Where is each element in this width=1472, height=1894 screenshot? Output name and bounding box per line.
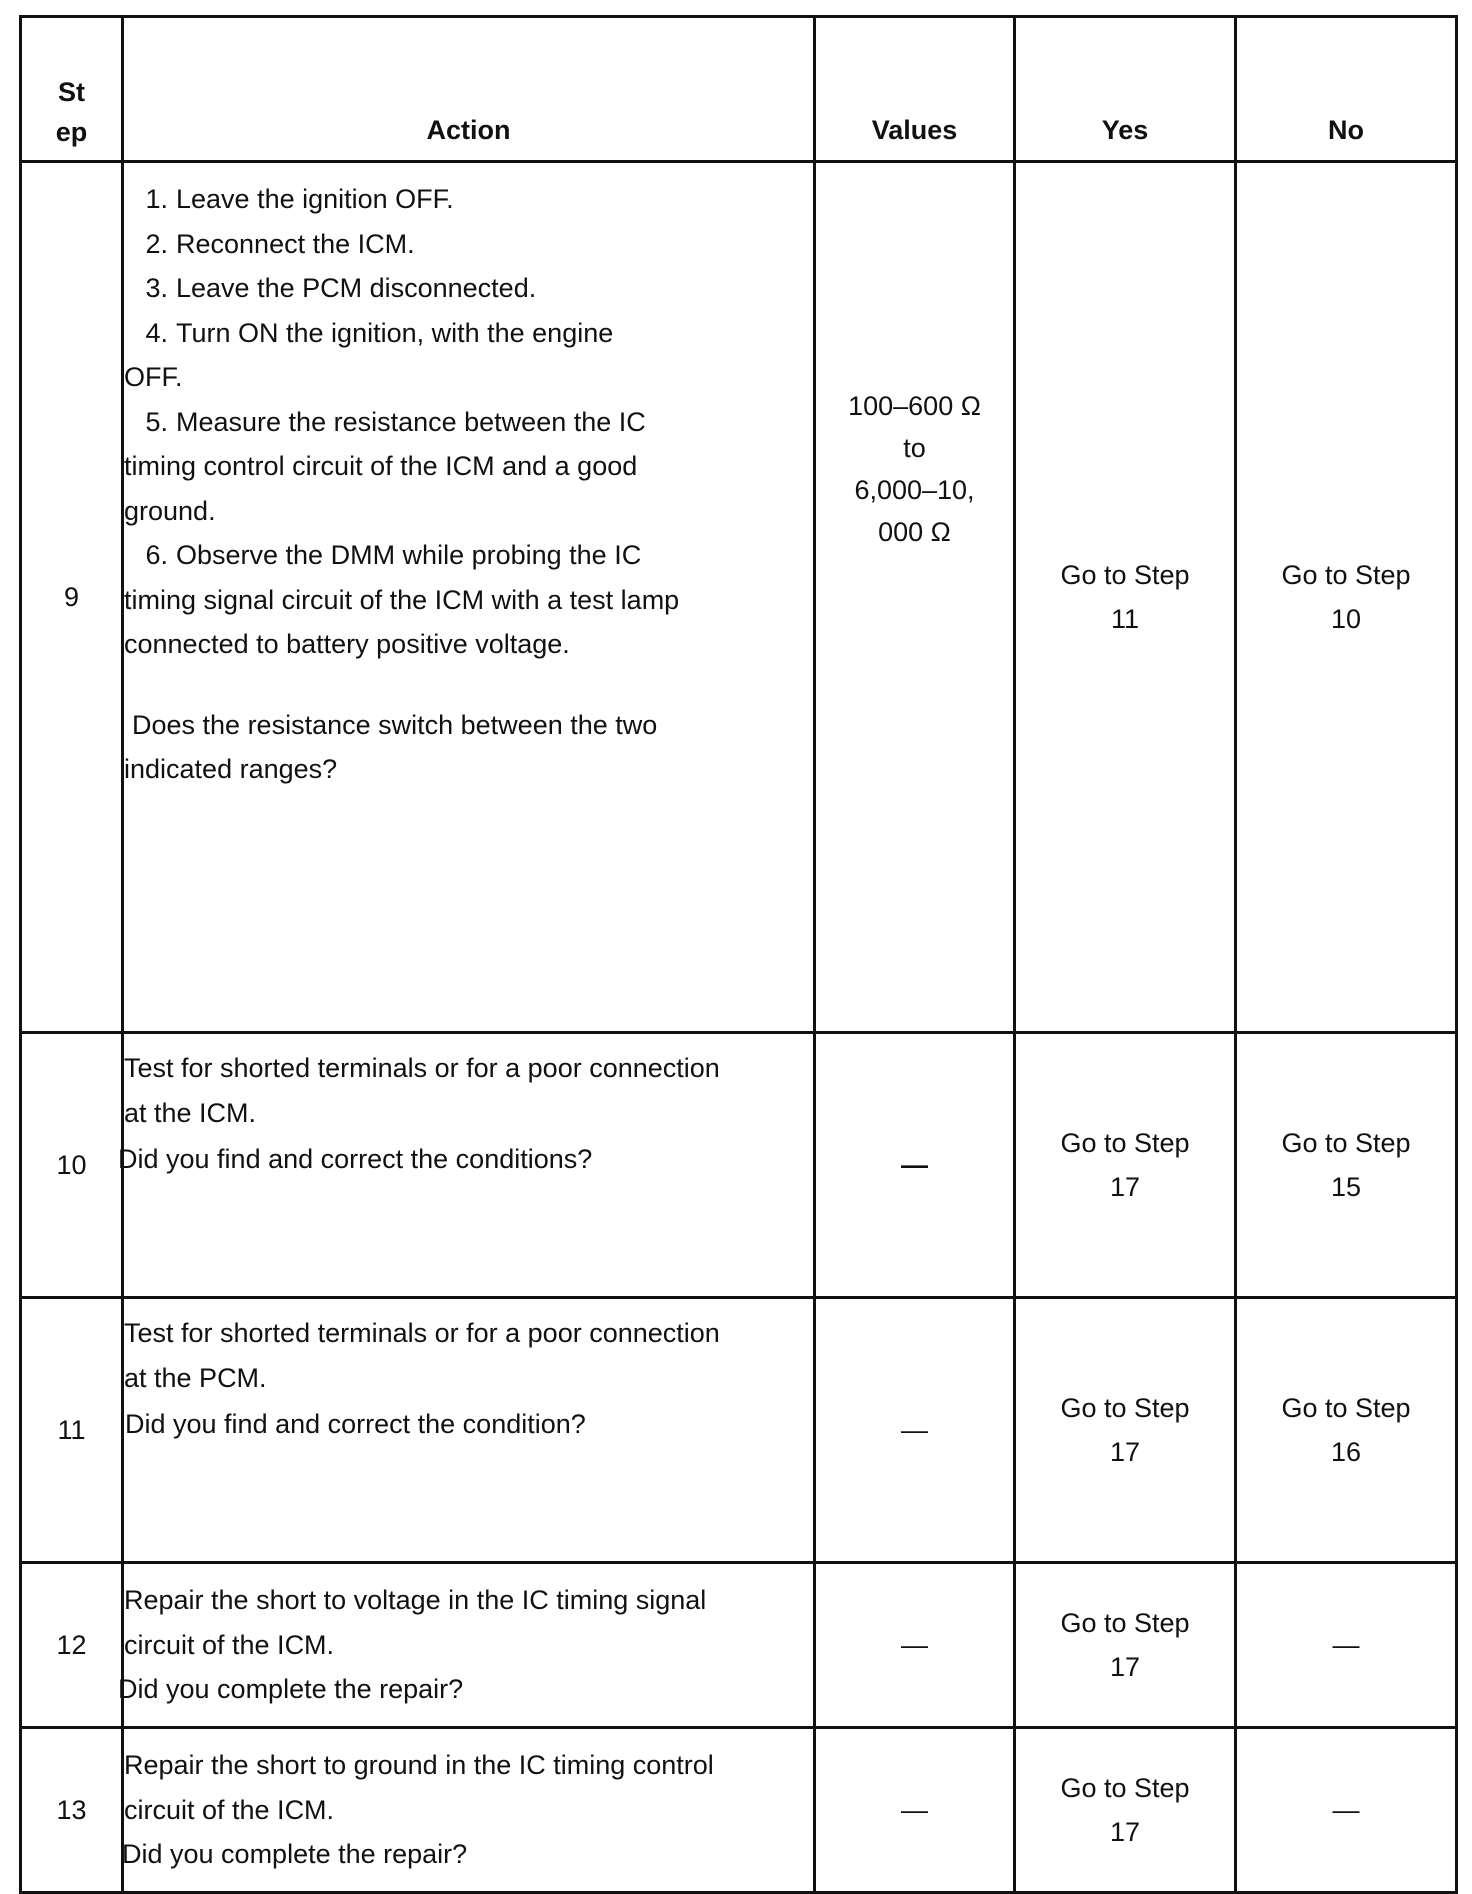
header-no: No	[1236, 17, 1457, 162]
action-line: at the ICM.	[124, 1097, 257, 1128]
no-step-number: 16	[1330, 1437, 1362, 1467]
action-step-continuation: timing control circuit of the ICM and a good	[124, 451, 638, 481]
header-yes: Yes	[1015, 17, 1236, 162]
yes-label: Go to Step	[1060, 1772, 1190, 1803]
value-dash: —	[901, 1149, 928, 1180]
value-dash: —	[901, 1629, 928, 1660]
values-cell	[815, 162, 1015, 1033]
action-step-item: 5. Measure the resistance between the IC	[145, 406, 646, 437]
value-line: 6,000–10,	[854, 475, 975, 505]
table-row-step-13	[21, 1728, 1457, 1893]
action-line: Repair the short to ground in the IC timing control	[124, 1750, 714, 1781]
question-line: Does the resistance switch between the two	[132, 709, 658, 740]
question-line: Did you complete the repair?	[118, 1674, 464, 1705]
action-cell	[123, 162, 815, 1033]
action-cell	[123, 1298, 815, 1563]
header-values: Values	[815, 17, 1015, 162]
table-row-step-12	[21, 1563, 1457, 1728]
step-number: 10	[21, 1033, 123, 1298]
action-step-continuation: OFF.	[124, 362, 183, 392]
step-number: 12	[21, 1563, 123, 1728]
action-cell	[123, 1728, 815, 1893]
values-cell	[815, 1563, 1015, 1728]
header-step-line2: ep	[55, 117, 88, 147]
action-step-item: 3. Leave the PCM disconnected.	[145, 273, 537, 303]
table-row-step-10	[21, 1033, 1457, 1298]
no-dash: —	[1332, 1629, 1360, 1660]
yes-step-number: 11	[1110, 604, 1140, 634]
header-step-line1: St	[58, 77, 85, 107]
action-line: Test for shorted terminals or for a poor connection	[124, 1318, 720, 1348]
no-dash: —	[1332, 1794, 1360, 1825]
step-number: 11	[21, 1298, 123, 1563]
yes-step-number: 17	[1109, 1652, 1141, 1682]
yes-label: Go to Step	[1060, 1392, 1190, 1423]
yes-step-number: 17	[1109, 1437, 1141, 1467]
values-cell	[815, 1728, 1015, 1893]
diagnostic-table	[19, 15, 1458, 1894]
no-label: Go to Step	[1281, 1127, 1411, 1158]
action-line: circuit of the ICM.	[124, 1794, 335, 1825]
spacer	[124, 667, 813, 703]
question-line: Did you find and correct the condition?	[125, 1409, 586, 1439]
action-steps-list	[124, 177, 813, 667]
yes-cell	[1015, 1033, 1236, 1298]
question-line: Did you complete the repair?	[122, 1839, 468, 1870]
action-step-item: 1. Leave the ignition OFF.	[145, 184, 454, 214]
question-line: Did you find and correct the conditions?	[118, 1144, 593, 1174]
action-line: at the PCM.	[124, 1362, 267, 1393]
step-number: 9	[21, 162, 123, 1033]
no-cell	[1236, 162, 1457, 1033]
action-step-continuation: timing signal circuit of the ICM with a test lamp	[124, 584, 680, 615]
action-step-continuation: ground.	[124, 495, 216, 526]
no-step-number: 15	[1330, 1172, 1362, 1202]
action-step-continuation: connected to battery positive voltage.	[124, 629, 570, 659]
value-dash: —	[901, 1794, 928, 1825]
table-row-step-9	[21, 162, 1457, 1033]
value-line: 100–600 Ω	[848, 391, 981, 421]
yes-label: Go to Step	[1060, 1607, 1190, 1638]
yes-step-number: 17	[1109, 1172, 1141, 1202]
yes-step-number: 17	[1109, 1817, 1141, 1847]
value-line: 000 Ω	[878, 517, 951, 547]
value-line: to	[903, 433, 926, 463]
yes-label: Go to Step	[1060, 1127, 1190, 1158]
no-label: Go to Step	[1281, 559, 1411, 590]
value-dash: —	[901, 1414, 928, 1445]
step-number: 13	[21, 1728, 123, 1893]
action-step-item: 6. Observe the DMM while probing the IC	[145, 540, 642, 570]
yes-cell	[1015, 1728, 1236, 1893]
question-line: indicated ranges?	[124, 754, 338, 784]
no-step-number: 10	[1330, 604, 1362, 634]
action-step-item: 4. Turn ON the ignition, with the engine	[145, 317, 614, 348]
yes-cell	[1015, 1563, 1236, 1728]
no-cell	[1236, 1563, 1457, 1728]
action-cell	[118, 1563, 815, 1728]
header-step	[21, 17, 123, 162]
table-header-row	[21, 17, 1457, 162]
no-cell	[1236, 1298, 1457, 1563]
action-line: Test for shorted terminals or for a poor connection	[124, 1053, 720, 1083]
yes-cell	[1015, 162, 1236, 1033]
action-cell	[118, 1033, 815, 1298]
table-row-step-11	[21, 1298, 1457, 1563]
yes-label: Go to Step	[1060, 559, 1190, 590]
no-label: Go to Step	[1281, 1392, 1411, 1423]
action-line: Repair the short to voltage in the IC timing signal	[124, 1585, 707, 1616]
yes-cell	[1015, 1298, 1236, 1563]
no-cell	[1236, 1033, 1457, 1298]
action-line: circuit of the ICM.	[124, 1629, 335, 1660]
values-cell	[815, 1298, 1015, 1563]
values-cell	[815, 1033, 1015, 1298]
action-step-item: 2. Reconnect the ICM.	[145, 228, 415, 259]
header-action: Action	[123, 17, 815, 162]
no-cell	[1236, 1728, 1457, 1893]
